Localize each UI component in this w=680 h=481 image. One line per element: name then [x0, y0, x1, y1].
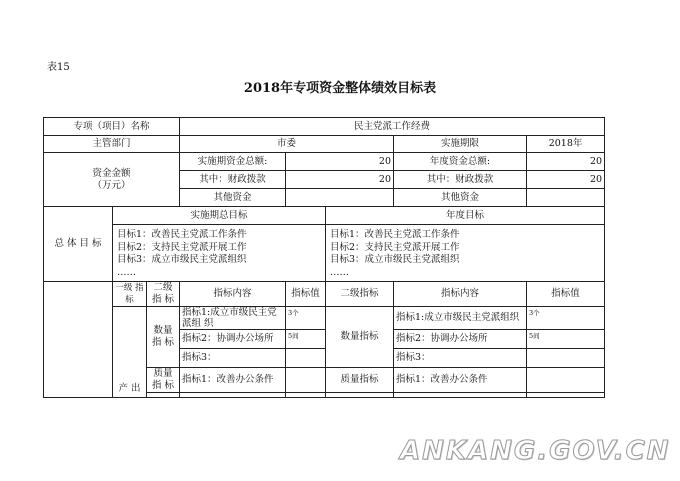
output-label: 产 出	[113, 307, 147, 398]
content-header: 指标内容	[180, 282, 286, 307]
value-header-right: 指标值	[527, 282, 605, 307]
left-value-2: 5间	[286, 330, 326, 349]
level2-header: 二级指 标	[147, 282, 180, 307]
overall-goals-row	[44, 225, 605, 282]
level1-header: 一级 指标	[113, 282, 147, 307]
impl-fiscal-label: 其中：财政拨款	[180, 171, 286, 189]
right-indicator-3: 指标3：	[394, 349, 527, 368]
impl-other-value	[286, 189, 394, 207]
project-row	[44, 118, 605, 136]
impl-goal-ellipsis: ……	[117, 266, 136, 278]
year-other-value	[527, 189, 605, 207]
impl-goal-header: 实施期总目标	[113, 207, 326, 225]
funds-label-line1: 资金金额	[92, 167, 131, 179]
watermark-logo: ANKANG.GOV.CN	[400, 436, 671, 466]
level2-header-right: 二级指标	[326, 282, 394, 307]
quality-label-right: 质量指标	[326, 368, 394, 393]
funds-label	[44, 153, 180, 207]
year-goal-2: 目标2：支持民主党派开展工作	[330, 241, 460, 253]
left-value-3	[286, 349, 326, 368]
project-value: 民主党派工作经费	[180, 118, 605, 136]
quality-label: 质量指 标	[147, 368, 180, 393]
year-goal-header: 年度目标	[326, 207, 605, 225]
right-quality-value-1	[527, 368, 605, 393]
department-value: 市委	[180, 136, 394, 153]
left-quality-value-1	[286, 368, 326, 393]
year-fiscal-value: 20	[527, 171, 605, 189]
period-label: 实施期限	[394, 136, 527, 153]
left-value-1: 3个	[286, 307, 326, 330]
impl-other-label: 其他资金	[180, 189, 286, 207]
indicator-section-blank	[44, 282, 113, 398]
right-value-1: 3个	[527, 307, 605, 330]
period-value: 2018年	[527, 136, 605, 153]
left-indicator-1: 指标1:成立市级民主党派组 织	[180, 307, 286, 330]
impl-total-value: 20	[286, 153, 394, 171]
right-quality-indicator-1: 指标1：改善办公条件	[394, 368, 527, 393]
year-goal-ellipsis: ……	[330, 266, 350, 278]
indicator-row-1	[44, 307, 605, 330]
funds-row-total	[44, 153, 605, 171]
project-label: 专项（项目）名称	[44, 118, 180, 136]
year-goal-3: 目标3：成立市级民主党派组织	[330, 254, 460, 265]
value-header: 指标值	[286, 282, 326, 307]
page-title: 2018年专项资金整体绩效目标表	[243, 81, 437, 96]
impl-goal-3: 目标3：成立市级民主党派组织	[117, 254, 247, 265]
impl-total-label: 实施期资金总额:	[180, 153, 286, 171]
impl-goal-2: 目标2：支持民主党派开展工作	[117, 241, 247, 253]
year-goals	[326, 225, 605, 282]
right-value-3	[527, 349, 605, 368]
year-other-label: 其他资金	[394, 189, 527, 207]
right-indicator-1: 指标1:成立市级民主党派组织	[394, 307, 527, 330]
funds-label-line2: （万元）	[92, 179, 131, 191]
department-row	[44, 136, 605, 153]
right-value-2: 5间	[527, 330, 605, 349]
impl-goals	[113, 225, 326, 282]
year-total-value: 20	[527, 153, 605, 171]
right-indicator-2: 指标2：协调办公场所	[394, 330, 527, 349]
quantity-label-right: 数量指标	[326, 307, 394, 368]
year-goal-1: 目标1：改善民主党派工作条件	[330, 229, 460, 240]
overall-target-label: 总 体 目 标	[44, 207, 113, 282]
year-fiscal-label: 其中：财政拨款	[394, 171, 527, 189]
year-total-label: 年度资金总额:	[394, 153, 527, 171]
performance-target-table	[43, 117, 605, 398]
left-indicator-3: 指标3：	[180, 349, 286, 368]
content-header-right: 指标内容	[394, 282, 527, 307]
overall-header-row	[44, 207, 605, 225]
left-indicator-2: 指标2：协调办公场所	[180, 330, 286, 349]
indicator-header-row	[44, 282, 605, 307]
table-number: 表15	[47, 62, 70, 73]
quantity-label: 数量指 标	[147, 307, 180, 368]
impl-fiscal-value: 20	[286, 171, 394, 189]
impl-goal-1: 目标1：改善民主党派工作条件	[117, 229, 247, 240]
left-quality-indicator-1: 指标1：改善办公条件	[180, 368, 286, 393]
department-label: 主管部门	[44, 136, 180, 153]
